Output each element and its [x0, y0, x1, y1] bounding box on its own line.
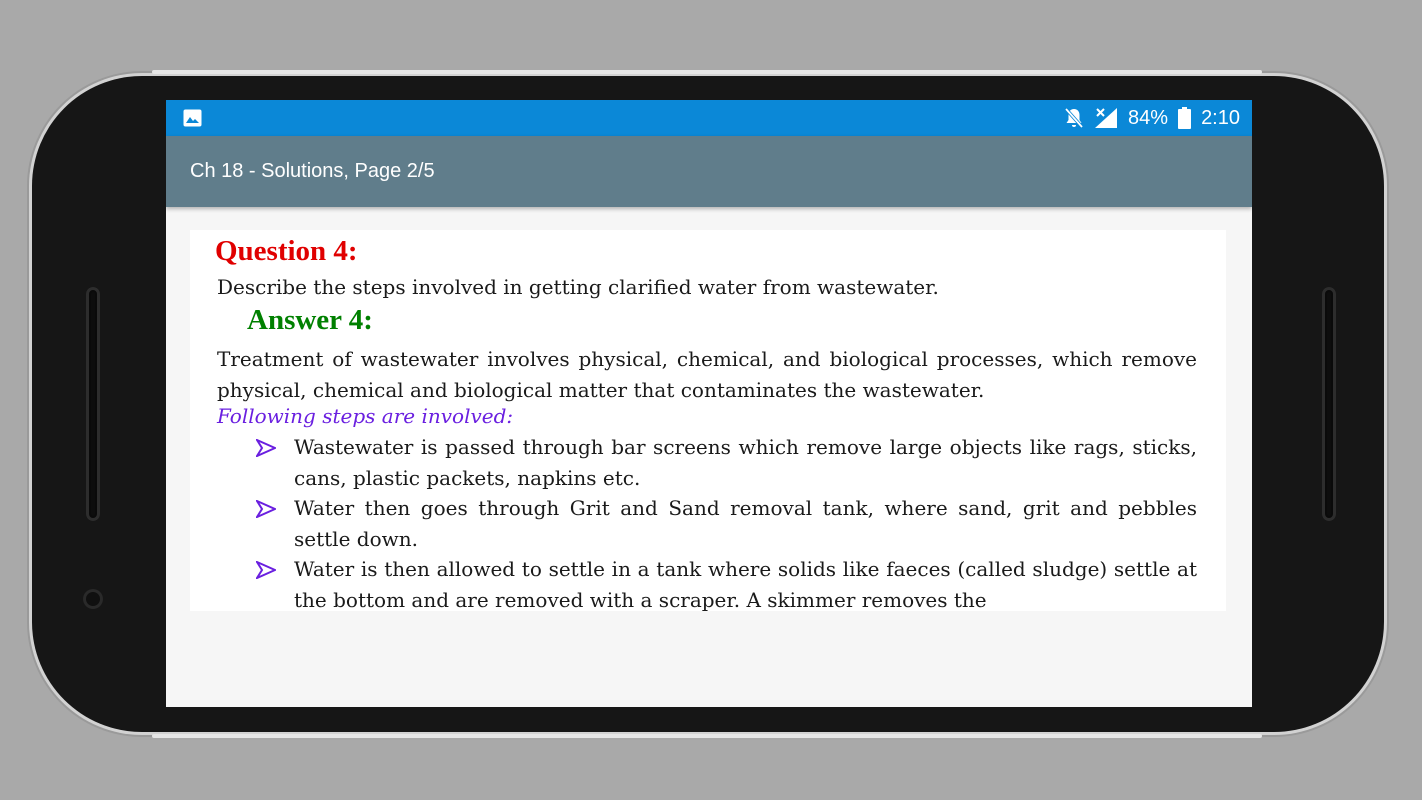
question-heading: Question 4: [215, 235, 358, 267]
answer-paragraph: Treatment of wastewater involves physical, chemical, and biological processes, which remove physical, chemical and biological matter that contaminates the wastewater. [217, 347, 1197, 402]
phone-screen [166, 100, 1252, 707]
phone-bottom-rim [152, 734, 1262, 738]
right-speaker-grille [1322, 287, 1336, 521]
bell-off-icon [1064, 107, 1084, 129]
phone-top-rim [152, 70, 1262, 74]
step-item: Wastewater is passed through bar screens which remove large objects like rags, sticks, cans, plastic packets, napkins etc. [294, 435, 1197, 490]
question-text: Describe the steps involved in getting clarified water from wastewater. [217, 275, 939, 299]
arrow-bullet-icon [256, 500, 276, 518]
left-speaker-grille [86, 287, 100, 521]
status-indicators [1064, 100, 1240, 136]
step-item: Water is then allowed to settle in a tank where solids like faeces (called sludge) settle at the bottom and are removed with a scraper. A skimmer removes the [294, 557, 1197, 611]
status-bar [166, 100, 1252, 136]
battery-icon [1178, 107, 1191, 129]
page-title: Ch 18 - Solutions, Page 2/5 [190, 160, 435, 182]
front-camera [83, 589, 103, 609]
document-page[interactable] [190, 230, 1226, 611]
no-signal-icon [1094, 107, 1118, 129]
battery-percent: 84% [1128, 106, 1169, 129]
app-toolbar [166, 136, 1252, 207]
image-notification-icon [183, 109, 202, 127]
arrow-bullet-icon [256, 439, 276, 457]
clock: 2:10 [1201, 106, 1240, 129]
document-viewer[interactable] [166, 207, 1252, 707]
steps-intro: Following steps are involved: [217, 404, 514, 428]
answer-heading: Answer 4: [247, 304, 373, 336]
arrow-bullet-icon [256, 561, 276, 579]
step-item: Water then goes through Grit and Sand removal tank, where sand, grit and pebbles settle down. [294, 496, 1197, 551]
